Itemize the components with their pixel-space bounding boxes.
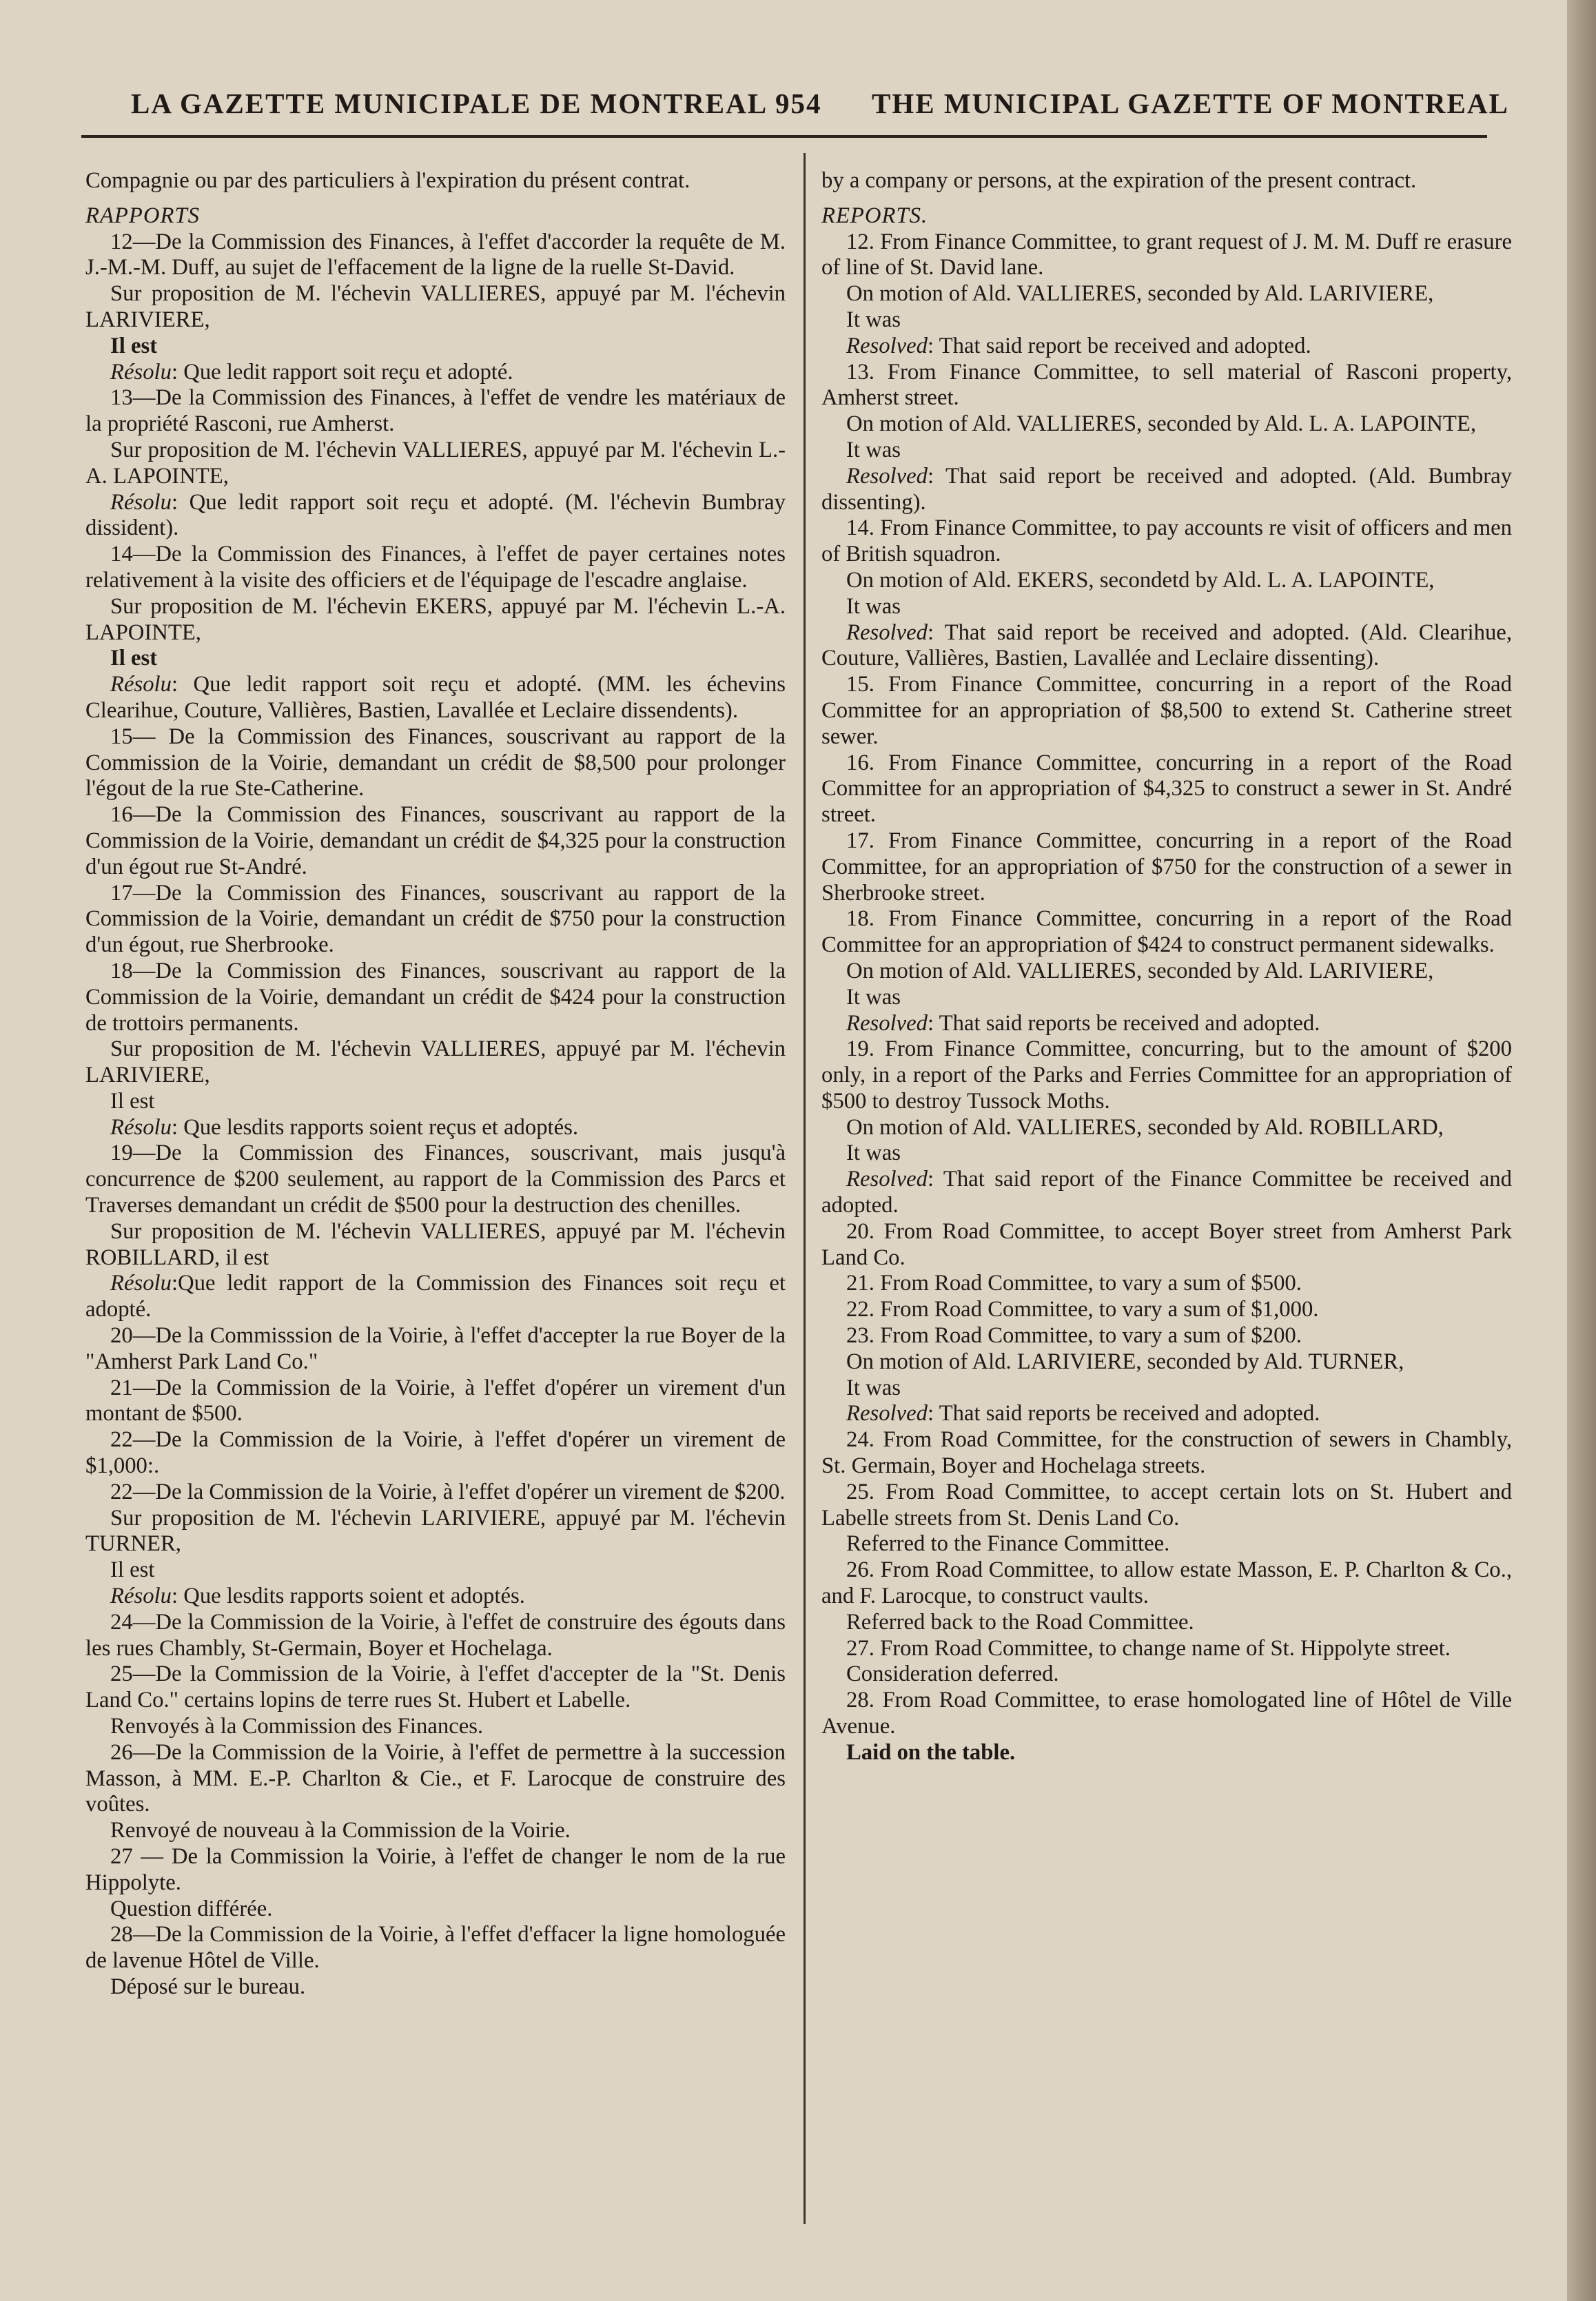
paragraph: 15. From Finance Committee, concurring in a report of the Road Committee for an appropriation of $8,500 to extend St. Catherine street sewer. — [821, 672, 1512, 749]
paragraph: by a company or persons, at the expiration of the present contract. — [821, 168, 1417, 193]
paragraph: 20—De la Commisssion de la Voirie, à l'effet d'accepter la rue Boyer de la "Amherst Park Land Co." — [85, 1323, 786, 1374]
paragraph: It was — [846, 593, 901, 619]
paragraph: On motion of Ald. VALLIERES, seconded by Ald. LARIVIERE, — [846, 958, 1434, 983]
resolution-label: Résolu — [110, 359, 172, 385]
paragraph: It was — [846, 437, 901, 462]
paragraph: On motion of Ald. EKERS, secondetd by Ald. L. A. LAPOINTE, — [846, 567, 1435, 593]
resolution-text: : Que ledit rapport soit reçu et adopté. — [171, 359, 513, 385]
section-heading: REPORTS. — [821, 203, 928, 228]
resolution-label: Resolved — [846, 333, 928, 358]
paragraph: 18—De la Commission des Finances, souscrivant au rapport de la Commission de la Voirie, demandant un crédit de $424 pour la construction de trottoirs permanents. — [85, 958, 786, 1036]
paragraph: 27 — De la Commission la Voirie, à l'effet de changer le nom de la rue Hippolyte. — [85, 1844, 786, 1895]
paragraph: 13—De la Commission des Finances, à l'effet de vendre les matériaux de la propriété Rasconi, rue Amherst. — [85, 385, 786, 437]
resolution-text: : That said report be received and adopted. — [927, 333, 1311, 358]
resolution-text: : That said reports be received and adopted. — [927, 1401, 1320, 1426]
paragraph: It was — [846, 1375, 901, 1400]
paragraph: Question différée. — [110, 1896, 273, 1921]
paragraph: On motion of Ald. VALLIERES, seconded by Ald. LARIVIERE, — [846, 281, 1434, 307]
resolution-paragraph — [85, 360, 786, 386]
paragraph: 25—De la Commission de la Voirie, à l'effet d'accepter de la "St. Denis Land Co." certains lopins de terre rues St. Hubert et Labelle. — [85, 1661, 786, 1713]
paragraph: Referred to the Finance Committee. — [846, 1531, 1170, 1557]
paragraph: 19—De la Commission des Finances, souscrivant, mais jusqu'à concurrence de $200 seulement, au rapport de la Commission des Parcs et Traverses demandant un crédit de $500 pour la destruction des chenilles. — [85, 1141, 786, 1218]
paragraph: It was — [846, 984, 901, 1010]
paragraph: 24—De la Commission de la Voirie, à l'effet de construire des égouts dans les rues Chambly, St-Germain, Boyer et Hochelaga. — [85, 1609, 786, 1661]
resolution-text: : Que lesdits rapports soient et adoptés. — [171, 1584, 525, 1609]
paragraph: It was — [846, 307, 901, 332]
paragraph: Déposé sur le bureau. — [110, 1974, 306, 1999]
resolution-label: Resolved — [846, 1167, 928, 1192]
resolution-paragraph — [85, 672, 786, 724]
paragraph: 21. From Road Committee, to vary a sum of $500. — [846, 1271, 1302, 1296]
resolution-label: Résolu — [110, 1114, 172, 1140]
resolution-paragraph — [85, 1271, 786, 1323]
paragraph: Referred back to the Road Committee. — [846, 1609, 1194, 1635]
paragraph: 22—De la Commission de la Voirie, à l'effet d'opérer un virement de $200. — [110, 1479, 786, 1504]
resolution-label: Resolved — [846, 620, 928, 645]
header-rule — [81, 135, 1487, 138]
resolution-paragraph — [821, 1011, 1512, 1037]
paragraph: 16. From Finance Committee, concurring in a report of the Road Committee for an appropriation of $4,325 to construct a sewer in St. André street. — [821, 750, 1512, 828]
resolution-paragraph — [821, 464, 1512, 516]
paragraph: Sur proposition de M. l'échevin VALLIERES, appuyé par M. l'échevin L.-A. LAPOINTE, — [85, 437, 786, 489]
resolution-label: Résolu — [110, 672, 172, 697]
resolution-paragraph — [821, 1401, 1512, 1427]
resolution-paragraph — [85, 1584, 786, 1610]
paragraph: 17. From Finance Committee, concurring in a report of the Road Committee, for an appropriation of $750 for the construction of a sewer in Sherbrooke street. — [821, 828, 1512, 906]
paragraph: 27. From Road Committee, to change name of St. Hippolyte street. — [846, 1635, 1451, 1661]
paragraph: It was — [846, 1141, 901, 1166]
resolution-text: : That said report be received and adopted. (Ald. Clearihue, Couture, Vallières, Bastien, Lavallée and Leclaire dissenting). — [821, 620, 1512, 671]
resolution-paragraph — [85, 490, 786, 542]
paragraph: 12—De la Commission des Finances, à l'effet d'accorder la requête de M. J.-M.-M. Duff, au sujet de l'effacement de la ligne de la ruelle St-David. — [85, 229, 786, 280]
paragraph: On motion of Ald. LARIVIERE, seconded by Ald. TURNER, — [846, 1349, 1404, 1374]
resolution-text: : That said report of the Finance Committee be received and adopted. — [821, 1167, 1512, 1218]
paragraph: 25. From Road Committee, to accept certain lots on St. Hubert and Labelle streets from St. Denis Land Co. — [821, 1479, 1512, 1531]
page-number: 954 — [775, 88, 822, 119]
paragraph: Il est — [110, 1088, 155, 1114]
resolution-label: Resolved — [846, 1401, 928, 1426]
paragraph: 22. From Road Committee, to vary a sum of $1,000. — [846, 1297, 1319, 1322]
paragraph: On motion of Ald. VALLIERES, seconded by Ald. ROBILLARD, — [846, 1114, 1444, 1140]
paragraph: Sur proposition de M. l'échevin EKERS, appuyé par M. l'échevin L.-A. LAPOINTE, — [85, 593, 786, 645]
resolution-text: :Que ledit rapport de la Commission des Finances soit reçu et adopté. — [85, 1271, 786, 1322]
paragraph: Sur proposition de M. l'échevin VALLIERES, appuyé par M. l'échevin LARIVIERE, — [85, 1036, 786, 1088]
paragraph: Il est — [110, 646, 158, 671]
paragraph: Compagnie ou par des particuliers à l'expiration du présent contrat. — [85, 168, 690, 193]
paragraph: Laid on the table. — [846, 1739, 1016, 1765]
english-column — [821, 168, 1512, 1766]
resolution-label: Résolu — [110, 1584, 172, 1609]
paragraph: 16—De la Commission des Finances, souscrivant au rapport de la Commission de la Voirie, demandant un crédit de $4,325 pour la construction d'un égout rue St-André. — [85, 802, 786, 879]
french-masthead: LA GAZETTE MUNICIPALE DE MONTREAL — [131, 88, 768, 119]
paragraph: 13. From Finance Committee, to sell material of Rasconi property, Amherst street. — [821, 359, 1512, 411]
paragraph: 14. From Finance Committee, to pay accounts re visit of officers and men of British squadron. — [821, 515, 1512, 567]
column-divider — [804, 153, 806, 2224]
page-header — [131, 87, 1509, 128]
paragraph: 20. From Road Committee, to accept Boyer street from Amherst Park Land Co. — [821, 1218, 1512, 1270]
resolution-text: : That said report be received and adopted. (Ald. Bumbray dissenting). — [821, 463, 1512, 515]
french-column — [85, 168, 786, 2001]
english-masthead: THE MUNICIPAL GAZETTE OF MONTREAL — [872, 88, 1509, 119]
section-heading: RAPPORTS — [85, 203, 200, 228]
resolution-paragraph — [85, 1115, 786, 1141]
resolution-label: Résolu — [110, 1271, 172, 1296]
paragraph: 21—De la Commission de la Voirie, à l'effet d'opérer un virement d'un montant de $500. — [85, 1375, 786, 1426]
paragraph: 15— De la Commission des Finances, souscrivant au rapport de la Commission de la Voirie, demandant un crédit de $8,500 pour prolonger l'égout de la rue Ste-Catherine. — [85, 724, 786, 801]
paragraph: 14—De la Commission des Finances, à l'effet de payer certaines notes relativement à la visite des officiers et de l'équipage de l'escadre anglaise. — [85, 542, 786, 593]
resolution-label: Resolved — [846, 1010, 928, 1036]
paragraph: Sur proposition de M. l'échevin VALLIERES, appuyé par M. l'échevin LARIVIERE, — [85, 281, 786, 332]
resolution-paragraph — [821, 334, 1512, 360]
resolution-text: : Que ledit rapport soit reçu et adopté. (MM. les échevins Clearihue, Couture, Vallières, Bastien, Lavallée et Leclaire dissendents). — [85, 672, 786, 723]
resolution-label: Résolu — [110, 489, 172, 515]
paragraph: 22—De la Commission de la Voirie, à l'effet d'opérer un virement de $1,000:. — [85, 1427, 786, 1479]
paragraph: Il est — [110, 1557, 155, 1583]
paragraph: 26—De la Commission de la Voirie, à l'effet de permettre à la succession Masson, à MM. E.-P. Charlton & Cie., et F. Larocque de construire des voûtes. — [85, 1739, 786, 1817]
paragraph: Sur proposition de M. l'échevin VALLIERES, appuyé par M. l'échevin ROBILLARD, il est — [85, 1218, 786, 1270]
paragraph: Sur proposition de M. l'échevin LARIVIERE, appuyé par M. l'échevin TURNER, — [85, 1505, 786, 1557]
paragraph: 23. From Road Committee, to vary a sum of $200. — [846, 1323, 1302, 1349]
paragraph: Renvoyés à la Commission des Finances. — [110, 1714, 484, 1739]
paragraph: Renvoyé de nouveau à la Commission de la Voirie. — [110, 1818, 571, 1843]
paragraph: 28—De la Commission de la Voirie, à l'effet d'effacer la ligne homologuée de lavenue Hôtel de Ville. — [85, 1922, 786, 1974]
paragraph: 19. From Finance Committee, concurring, but to the amount of $200 only, in a report of the Parks and Ferries Committee for an appropriation of $500 to destroy Tussock Moths. — [821, 1036, 1512, 1114]
resolution-text: : Que ledit rapport soit reçu et adopté. (M. l'échevin Bumbray dissident). — [85, 489, 786, 541]
resolution-paragraph — [821, 620, 1512, 673]
resolution-label: Resolved — [846, 463, 928, 489]
resolution-text: : Que lesdits rapports soient reçus et adoptés. — [171, 1114, 579, 1140]
resolution-paragraph — [821, 1167, 1512, 1219]
paragraph: 28. From Road Committee, to erase homologated line of Hôtel de Ville Avenue. — [821, 1688, 1512, 1739]
paragraph: Il est — [110, 333, 158, 358]
paragraph: 12. From Finance Committee, to grant request of J. M. M. Duff re erasure of line of St. David lane. — [821, 229, 1512, 280]
paragraph: 17—De la Commission des Finances, souscrivant au rapport de la Commission de la Voirie, demandant un crédit de $750 pour la construction d'un égout, rue Sherbrooke. — [85, 880, 786, 958]
paragraph: 26. From Road Committee, to allow estate Masson, E. P. Charlton & Co., and F. Larocque, to construct vaults. — [821, 1557, 1512, 1609]
page-edge-shadow — [1567, 0, 1596, 2301]
paragraph: 24. From Road Committee, for the construction of sewers in Chambly, St. Germain, Boyer and Hochelaga streets. — [821, 1427, 1512, 1479]
paragraph: Consideration deferred. — [846, 1661, 1059, 1687]
paragraph: On motion of Ald. VALLIERES, seconded by Ald. L. A. LAPOINTE, — [846, 411, 1477, 437]
resolution-text: : That said reports be received and adopted. — [927, 1010, 1320, 1036]
paragraph: 18. From Finance Committee, concurring in a report of the Road Committee for an appropriation of $424 to construct permanent sidewalks. — [821, 906, 1512, 958]
